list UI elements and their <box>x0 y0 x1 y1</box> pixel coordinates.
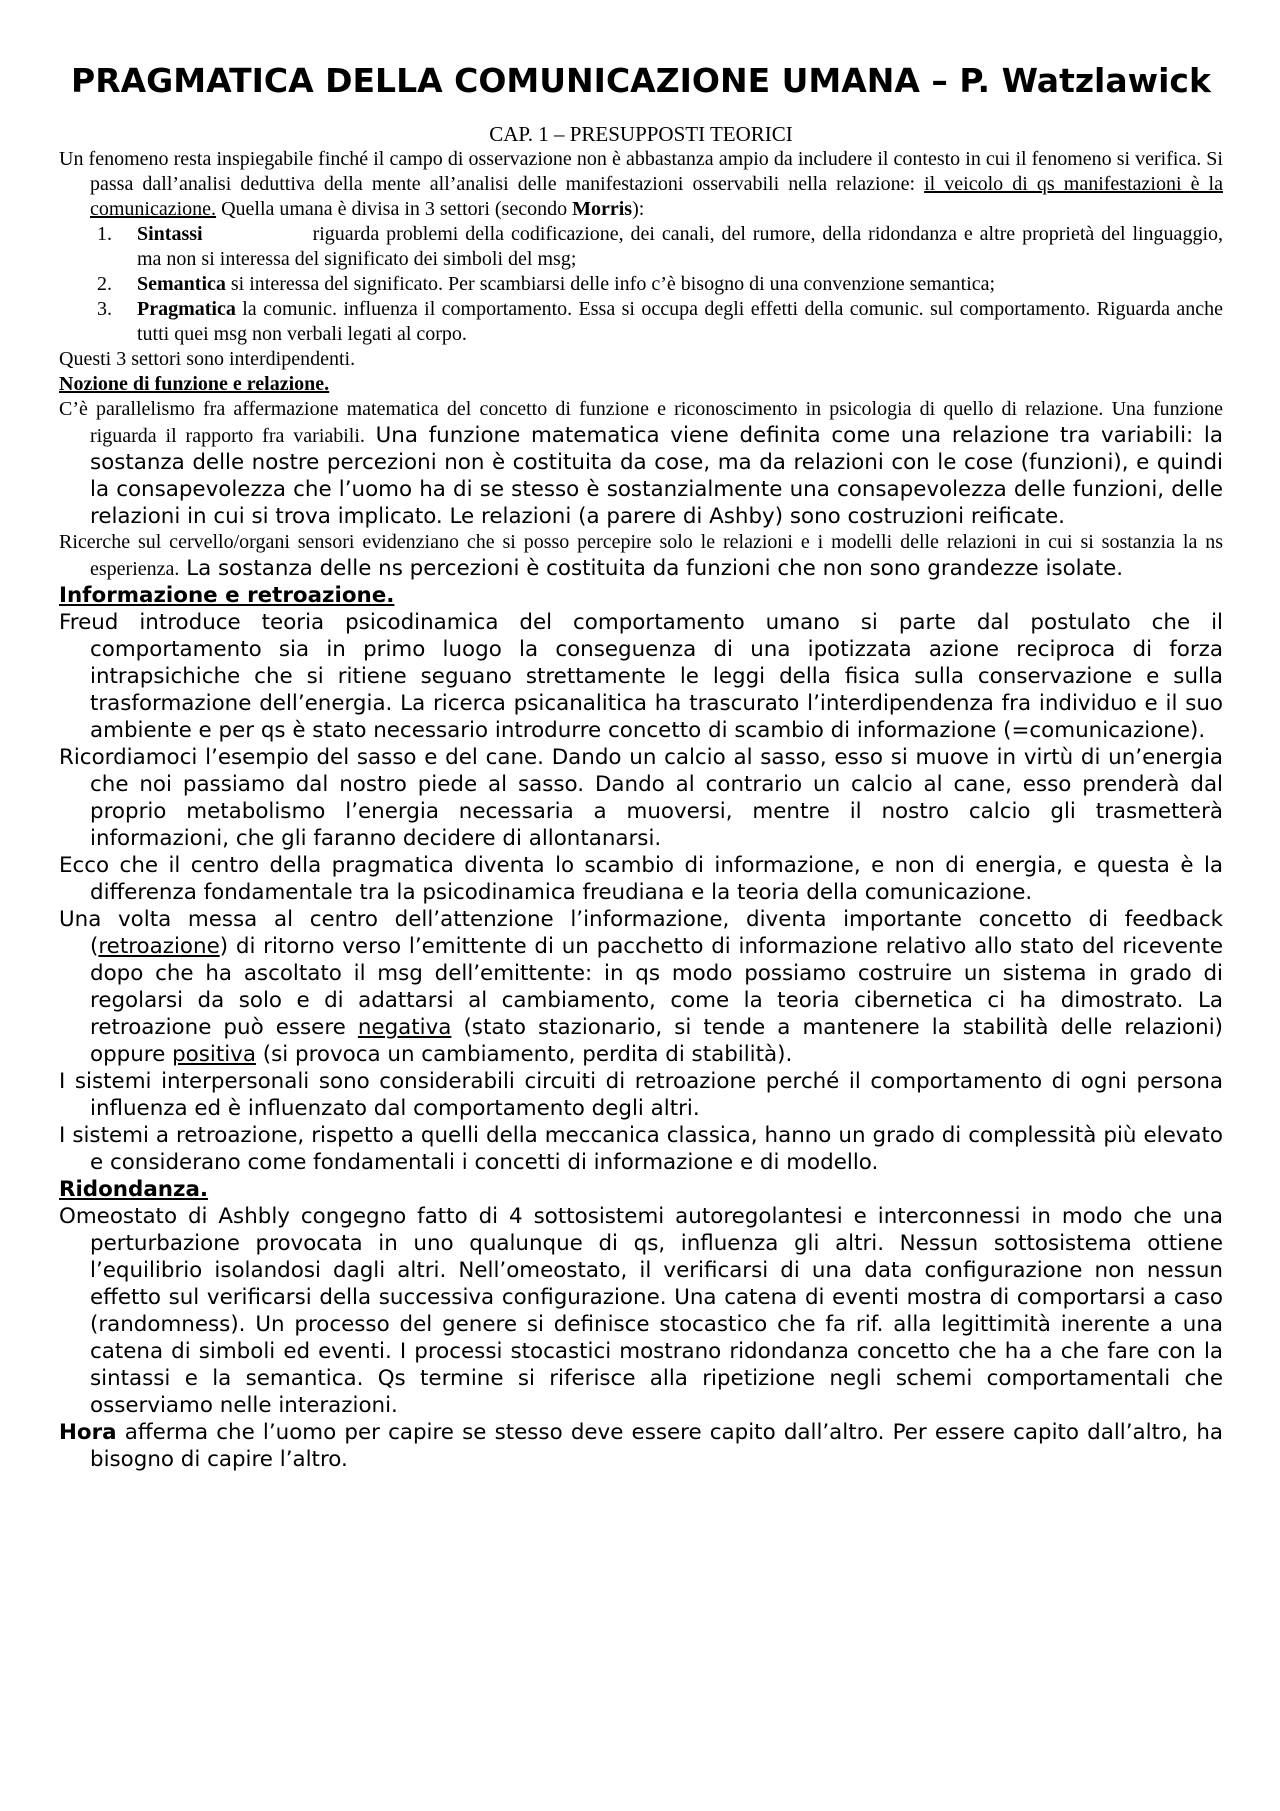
retroazione-term: retroazione <box>98 934 220 959</box>
p4-text-d: (si provoca un cambiamento, perdita di stabilità). <box>255 1042 793 1067</box>
funzione-paragraph-2 <box>59 530 1223 582</box>
hora-text: afferma che l’uomo per capire se stesso deve essere capito dall’altro. Per essere capito dall’altro, ha bisogno di capire l’altro. <box>90 1420 1223 1472</box>
list-number: 2. <box>97 273 112 295</box>
list-item <box>97 272 1223 297</box>
sector-desc: si interessa del significato. Per scambiarsi delle info c’è bisogno di una convenzione semantica; <box>225 273 996 295</box>
ridondanza-paragraph-2 <box>59 1419 1223 1473</box>
hora-name: Hora <box>59 1420 117 1445</box>
list-number: 3. <box>97 298 112 320</box>
informazione-paragraph-2: Ricordiamoci l’esempio del sasso e del cane. Dando un calcio al sasso, esso si muove in virtù di un’energia che noi passiamo dal nostro piede al sasso. Dando al contrario un calcio al cane, esso prenderà dal proprio metabolismo l’energia necessaria a muoversi, mentre il nostro calcio gli trasmetterà informazioni, che gli faranno decidere di allontanarsi. <box>59 745 1223 851</box>
intro-text-b: Quella umana è divisa in 3 settori (secondo <box>216 198 573 220</box>
list-item <box>97 297 1223 347</box>
positiva-term: positiva <box>172 1042 256 1067</box>
informazione-paragraph-6: I sistemi a retroazione, rispetto a quelli della meccanica classica, hanno un grado di complessità più elevato e considerano come fondamentali i concetti di informazione e di modello. <box>59 1123 1223 1175</box>
morris-name: Morris <box>572 198 633 220</box>
list-item <box>97 222 1223 272</box>
interdependence-note: Questi 3 settori sono interdipendenti. <box>59 348 356 370</box>
document-title: PRAGMATICA DELLA COMUNICAZIONE UMANA – P. Watzlawick <box>71 61 1211 100</box>
section-heading-funzione: Nozione di funzione e relazione. <box>59 373 330 395</box>
informazione-paragraph-3: Ecco che il centro della pragmatica diventa lo scambio di informazione, e non di energia, e questa è la differenza fondamentale tra la psicodinamica freudiana e la teoria della comunicazione. <box>59 853 1223 905</box>
sector-desc: riguarda problemi della codificazione, dei canali, del rumore, della ridondanza e altre proprietà del linguaggio, ma non si interessa del significato dei simboli del msg; <box>137 223 1223 270</box>
intro-paragraph <box>59 147 1223 222</box>
funzione-p2-sans: La sostanza delle ns percezioni è costituita da funzioni che non sono grandezze isolate. <box>179 556 1124 581</box>
list-number: 1. <box>97 223 112 245</box>
negativa-term: negativa <box>357 1015 452 1040</box>
intro-text-c: ): <box>632 198 645 220</box>
chapter-heading: CAP. 1 – PRESUPPOSTI TEORICI <box>489 122 793 146</box>
p4-text-b: ) di ritorno verso l’emittente di un pacchetto di informazione relativo allo stato del ricevente dopo che ha ascoltato il msg dell’emittente: in qs modo possiamo costruire un sistema in grado di regolarsi da solo e di adattarsi al cambiamento, come la teoria cibernetica ci ha dimostrato. La retroazione può essere <box>90 934 1223 1040</box>
intro-text-a: Un fenomeno resta inspiegabile finché il campo di osservazione non è abbastanza ampio da includere il contesto in cui il fenomeno si verifica. Si passa dall’analisi deduttiva della mente all’analisi delle manifestazioni osservabili nella relazione: <box>59 148 1223 195</box>
intro-underlined: il veicolo di qs manifestazioni è la comunicazione. <box>90 173 1223 220</box>
p4-text-a: Una volta messa al centro dell’attenzione l’informazione, diventa importante concetto di feedback ( <box>59 907 1223 959</box>
funzione-p1-sans: Una funzione matematica viene definita come una relazione tra variabili: la sostanza delle nostre percezioni non è costituita da cose, ma da relazioni con le cose (funzioni), e quindi la consapevolezza che l’uomo ha di se stesso è sostanzialmente una consapevolezza delle funzioni, delle relazioni in cui si trova implicato. Le relazioni (a parere di Ashby) sono costruzioni reificate. <box>90 423 1223 529</box>
p4-text-c: (stato stazionario, si tende a mantenere la stabilità delle relazioni) oppure <box>90 1015 1223 1067</box>
ridondanza-paragraph-1: Omeostato di Ashbly congegno fatto di 4 sottosistemi autoregolantesi e interconnessi in modo che una perturbazione provocata in uno qualunque di qs, influenza gli altri. Nessun sottosistema ottiene l’equilibrio isolandosi dagli altri. Nell’omeostato, il verificarsi di una data configurazione non nessun effetto sul verificarsi della successiva configurazione. Una catena di eventi mostra di comportarsi a caso (randomness). Un processo del genere si definisce stocastico che fa rif. alla legittimità inerente a una catena di simboli ed eventi. I processi stocastici mostrano ridondanza concetto che ha a che fare con la sintassi e la semantica. Qs termine si riferisce alla ripetizione negli schemi comportamentali che osserviamo nelle interazioni. <box>59 1204 1223 1418</box>
sectors-list <box>59 222 1223 347</box>
sector-name: Sintassi <box>137 223 203 245</box>
sector-name: Pragmatica <box>137 298 236 320</box>
section-heading-ridondanza: Ridondanza. <box>59 1177 209 1202</box>
section-heading-informazione: Informazione e retroazione. <box>59 583 395 608</box>
funzione-p2-serif: Ricerche sul cervello/organi sensori evidenziano che si posso percepire solo le relazioni e i modelli delle relazioni in cui si sostanzia la ns esperienza. <box>59 531 1223 580</box>
informazione-paragraph-5: I sistemi interpersonali sono considerabili circuiti di retroazione perché il comportamento di ogni persona influenza ed è influenzato dal comportamento degli altri. <box>59 1069 1223 1121</box>
funzione-p1-serif: C’è parallelismo fra affermazione matematica del concetto di funzione e riconoscimento in psicologia di quello di relazione. Una funzione riguarda il rapporto fra variabili. <box>59 398 1223 447</box>
sector-name: Semantica <box>137 273 226 295</box>
sector-desc: la comunic. influenza il comportamento. Essa si occupa degli effetti della comunic. sul comportamento. Riguarda anche tutti quei msg non verbali legati al corpo. <box>137 298 1223 345</box>
funzione-paragraph-1 <box>59 397 1223 530</box>
document-page <box>59 60 1223 1473</box>
informazione-paragraph-1: Freud introduce teoria psicodinamica del comportamento umano si parte dal postulato che il comportamento sia in primo luogo la conseguenza di una ipotizzata azione reciproca di forza intrapsichiche che si ritiene seguano strettamente le leggi della fisica sulla conservazione e sulla trasformazione dell’energia. La ricerca psicanalitica ha trascurato l’interdipendenza fra individuo e il suo ambiente e per qs è stato necessario introdurre concetto di scambio di informazione (=comunicazione). <box>59 610 1223 743</box>
informazione-paragraph-4 <box>59 906 1223 1068</box>
